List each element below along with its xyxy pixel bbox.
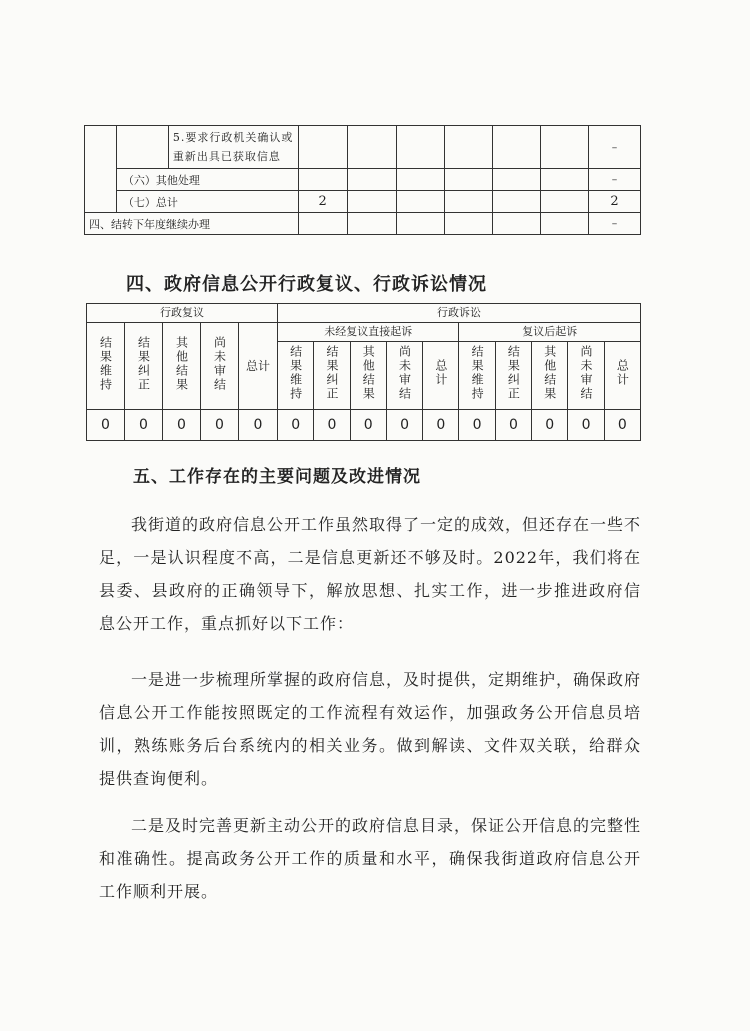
row-label-total: （七）总计 [116,191,298,213]
col-maintained: 结果维持 [87,323,125,410]
row-label-other: （六）其他处理 [116,169,298,191]
value-cell: 0 [459,410,495,441]
col-other: 其他结果 [163,323,201,410]
total-cell: 2 [588,191,640,213]
review-header: 行政复议 [87,304,278,323]
empty-cell [116,126,168,169]
paragraph: 我街道的政府信息公开工作虽然取得了一定的成效，但还存在一些不足，一是认识程度不高，二是信息更新还不够及时。2022年，我们将在县委、县政府的正确领导下，解放思想、扎实工作，进一步推进政府信息公开工作，重点抓好以下工作： [99,515,642,633]
table-row [85,169,641,191]
value-cell: 0 [350,410,386,441]
row-label-carryover: 四、结转下年度继续办理 [85,213,299,235]
prev-section-table [84,125,641,235]
total-cell: – [588,126,640,169]
value-cell: 0 [423,410,459,441]
col-pending: 尚未审结 [386,342,422,410]
col-corrected: 结果纠正 [314,342,350,410]
value-cell: 0 [568,410,604,441]
col-maintained: 结果维持 [278,342,314,410]
col-corrected: 结果纠正 [125,323,163,410]
table-row [85,191,641,213]
col-total: 总计 [239,323,278,410]
after-review-header: 复议后起诉 [459,323,641,342]
table-header-row [87,323,641,342]
value-cell: 0 [495,410,531,441]
paragraph: 二是及时完善更新主动公开的政府信息目录，保证公开信息的完整性和准确性。提高政务公开工作的质量和水平，确保我街道政府信息公开工作顺利开展。 [99,816,642,901]
col-total: 总计 [423,342,459,410]
col-total: 总计 [604,342,640,410]
col-other: 其他结果 [532,342,568,410]
total-cell: – [588,169,640,191]
table-row [85,126,641,169]
empty-cell [85,126,117,213]
total-cell: – [588,213,640,235]
value-cell: 0 [278,410,314,441]
value-cell: 0 [239,410,278,441]
value-cell: 0 [386,410,422,441]
col-maintained: 结果维持 [459,342,495,410]
table-row [87,410,641,441]
value-cell: 0 [87,410,125,441]
total-first-cell: 2 [298,191,347,213]
col-corrected: 结果纠正 [495,342,531,410]
table-row [85,213,641,235]
value-cell: 0 [125,410,163,441]
value-cell: 0 [314,410,350,441]
col-pending: 尚未审结 [201,323,239,410]
col-pending: 尚未审结 [568,342,604,410]
section5-heading: 五、工作存在的主要问题及改进情况 [133,467,421,487]
value-cell: 0 [532,410,568,441]
value-cell: 0 [201,410,239,441]
litigation-header: 行政诉讼 [278,304,641,323]
value-cell: 0 [604,410,640,441]
value-cell: 0 [163,410,201,441]
col-other: 其他结果 [350,342,386,410]
review-litigation-table [86,303,641,441]
section4-heading: 四、政府信息公开行政复议、行政诉讼情况 [126,274,487,295]
table-header-row [87,304,641,323]
direct-suit-header: 未经复议直接起诉 [278,323,459,342]
paragraph: 一是进一步梳理所掌握的政府信息，及时提供，定期维护，确保政府信息公开工作能按照既定的工作流程有效运作，加强政务公开信息员培训，熟练账务后台系统内的相关业务。做到解读、文件双关联，给群众提供查询便利。 [99,670,642,788]
row-label-item5: 5.要求行政机关确认或重新出具已获取信息 [168,126,298,169]
